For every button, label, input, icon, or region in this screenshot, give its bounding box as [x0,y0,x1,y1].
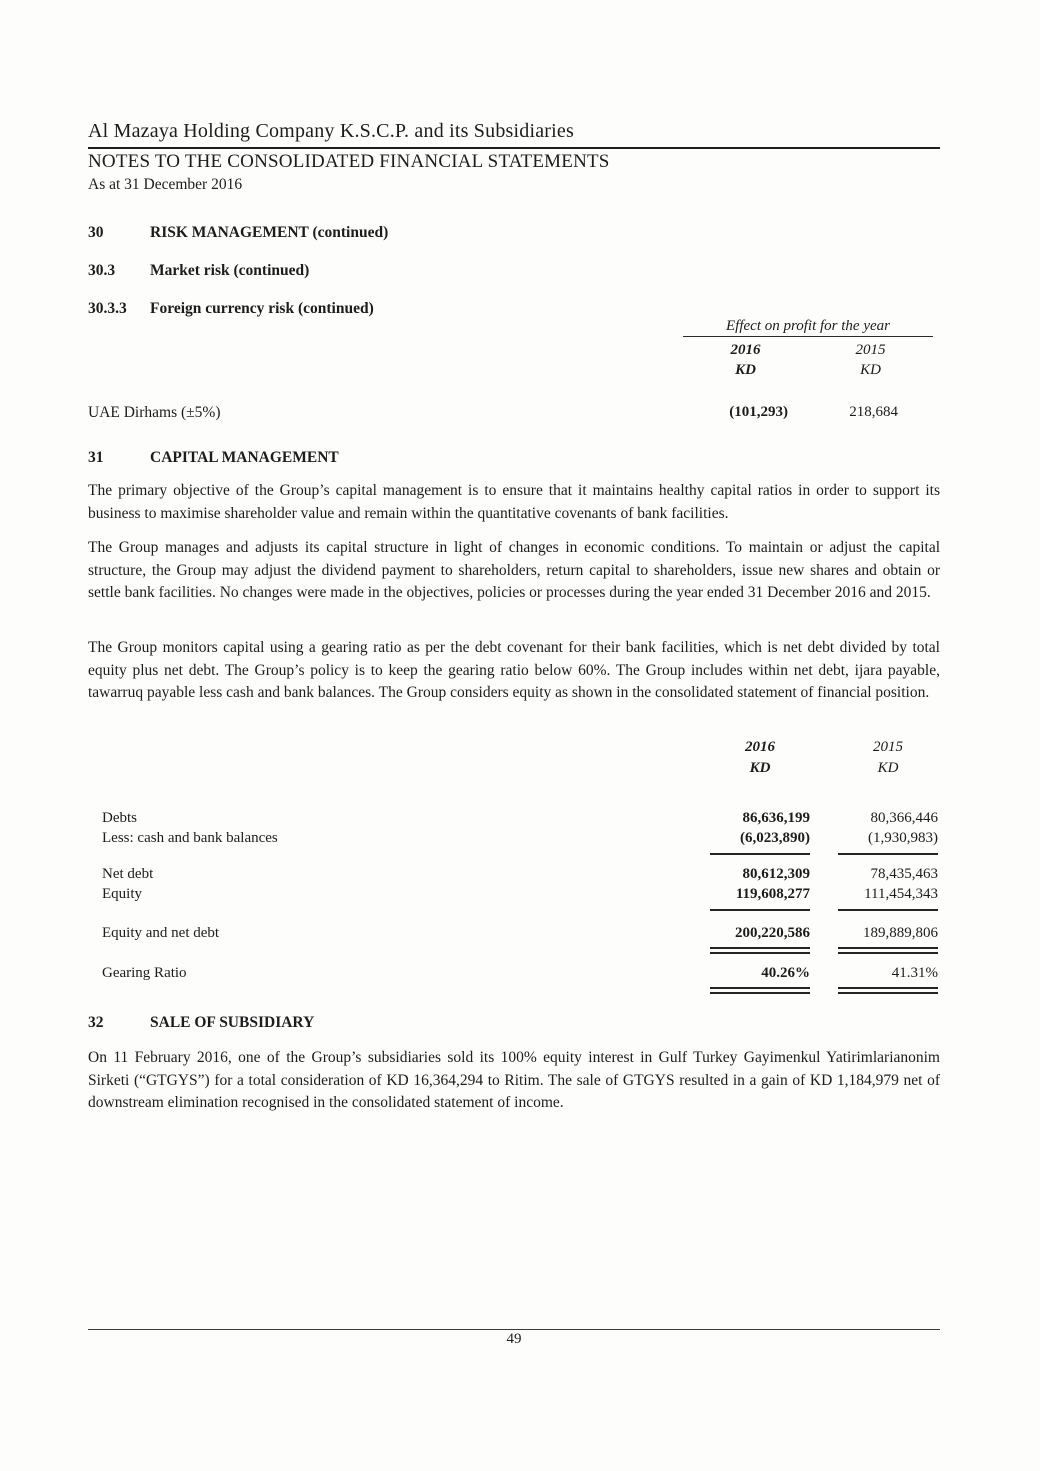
company-name: Al Mazaya Holding Company K.S.C.P. and its Subsidiaries [88,120,574,142]
subtotal-rule [88,852,940,855]
capital-unit-2015: KD [877,760,899,776]
fx-year-2016: 2016 [730,342,761,358]
row-net-debt-label: Net debt [102,866,154,882]
row-equity-net-debt-2015: 189,889,806 [863,925,938,941]
fx-row-label: UAE Dirhams (±5%) [88,404,221,421]
row-gearing-ratio-2016: 40.26% [761,965,810,981]
total-rule-double [88,947,940,954]
fx-unit-2015: KD [860,362,881,378]
capital-unit-2016: KD [749,760,771,776]
table-row [88,884,940,904]
page-header [88,120,940,194]
heading-31-number: 31 [88,449,104,466]
subtotal-rule [88,908,940,911]
row-less-cash-label: Less: cash and bank balances [102,830,278,846]
row-equity-2015: 111,454,343 [864,886,938,902]
row-equity-net-debt-label: Equity and net debt [102,925,220,941]
table-row [88,963,940,983]
table-row [88,808,940,828]
row-equity-label: Equity [102,886,142,902]
heading-31-title: CAPITAL MANAGEMENT [150,449,339,466]
heading-30-3-3 [88,300,374,318]
paragraph-31-2: The Group manages and adjusts its capital structure in light of changes in economic conditions. To maintain or adjust the capital structure, the Group may adjust the dividend payment to shareholders, return capital to shareholders, issue new shares and obtain or settle bank facilities. No changes were made in the objectives, policies or processes during the year ended 31 December 2016 and 2015. [88,539,940,601]
heading-32-number: 32 [88,1014,104,1031]
row-gearing-ratio-2015: 41.31% [891,965,938,981]
heading-32-title: SALE OF SUBSIDIARY [150,1014,315,1031]
row-equity-2016: 119,608,277 [735,886,810,902]
heading-32 [88,1014,314,1032]
row-less-cash-2016: (6,023,890) [740,830,810,846]
heading-30-3-number: 30.3 [88,262,116,279]
capital-year-2015: 2015 [873,739,903,755]
paragraph-31-1: The primary objective of the Group’s capital management is to ensure that it maintains healthy capital ratios in order to support its business to maximise shareholder value and remain within the quantitative covenants of bank facilities. [88,482,940,522]
paragraph-31-3: The Group monitors capital using a gearing ratio as per the debt covenant for their bank facilities, which is net debt divided by total equity plus net debt. The Group’s policy is to keep the gearing ratio below 60%. The Group includes within net debt, ijara payable, tawarruq payable less cash and bank balances. The Group considers equity as shown in the consolidated statement of financial position. [88,639,940,701]
date-line: As at 31 December 2016 [88,176,243,193]
document-title: NOTES TO THE CONSOLIDATED FINANCIAL STATEMENTS [88,151,610,172]
row-gearing-ratio-label: Gearing Ratio [102,965,187,981]
capital-table [88,737,940,994]
header-divider [88,147,940,149]
row-debts-2016: 86,636,199 [742,810,810,826]
capital-year-2016: 2016 [745,739,775,755]
row-net-debt-2016: 80,612,309 [742,866,810,882]
fx-table-header: Effect on profit for the year [683,318,933,337]
footer-divider [88,1329,940,1330]
table-row [88,864,940,884]
heading-30-title: RISK MANAGEMENT (continued) [150,224,389,241]
fx-effect-table [683,318,933,380]
table-row [88,923,940,943]
fx-unit-2016: KD [735,362,756,378]
heading-30-3-3-number: 30.3.3 [88,300,127,317]
fx-value-2016: (101,293) [729,404,788,420]
fx-unit-row [683,360,933,380]
heading-30-number: 30 [88,224,104,241]
page-number: 49 [506,1331,522,1347]
capital-table-year-row [88,737,940,758]
row-net-debt-2015: 78,435,463 [870,866,938,882]
capital-table-unit-row [88,758,940,779]
fx-value-2015: 218,684 [849,404,898,420]
heading-30-3-title: Market risk (continued) [150,262,310,279]
row-debts-label: Debts [102,810,137,826]
paragraph-32-1: On 11 February 2016, one of the Group’s subsidiaries sold its 100% equity interest in Gulf Turkey Gayimenkul Yatirimlarianonim Sirketi (“GTGYS”) for a total consideration of KD 16,364,294 to Ritim. The sale of GTGYS resulted in a gain of KD 1,184,979 net of downstream elimination recognised in the consolidated statement of income. [88,1049,940,1111]
row-less-cash-2015: (1,930,983) [868,830,938,846]
row-debts-2015: 80,366,446 [870,810,938,826]
heading-30-3-3-title: Foreign currency risk (continued) [150,300,374,317]
total-rule-double [88,987,940,994]
heading-30 [88,224,388,242]
heading-30-3 [88,262,309,280]
table-row [88,828,940,848]
fx-year-2015: 2015 [855,342,886,358]
fx-year-row [683,340,933,360]
row-equity-net-debt-2016: 200,220,586 [735,925,810,941]
heading-31 [88,449,339,467]
